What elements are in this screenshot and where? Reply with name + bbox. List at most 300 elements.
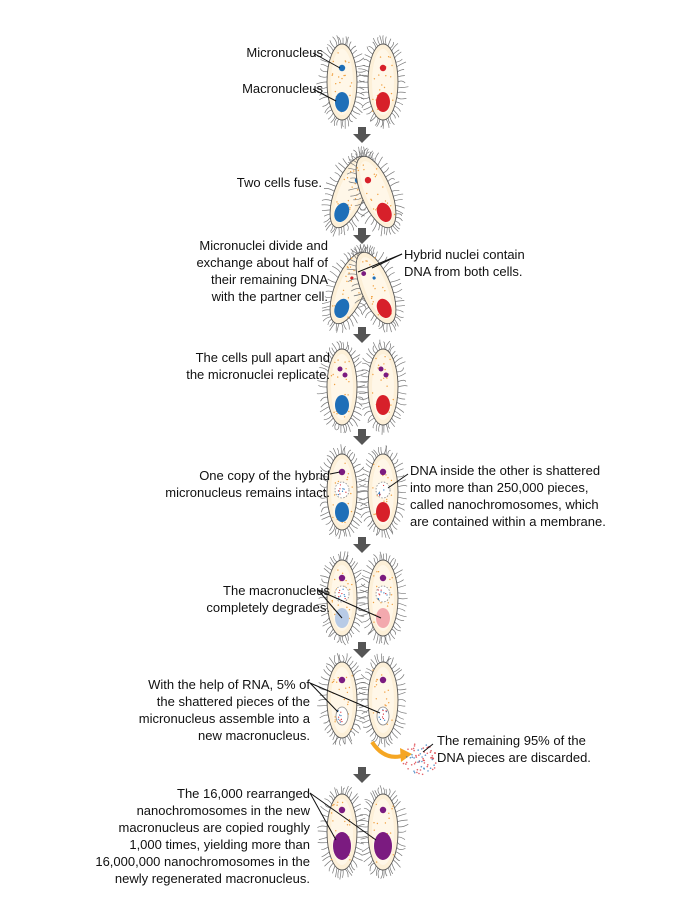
granule (347, 583, 348, 584)
granule (373, 514, 374, 515)
granule (390, 587, 391, 588)
granule (347, 704, 348, 705)
dna-piece (340, 484, 341, 485)
dna-piece (411, 764, 413, 766)
dna-piece (378, 599, 379, 600)
dna-piece (340, 595, 341, 596)
dna-piece (427, 770, 429, 772)
dna-piece (338, 494, 339, 495)
granule (376, 586, 377, 587)
dna-piece (410, 757, 412, 759)
granule (385, 474, 386, 475)
dna-piece (423, 747, 425, 749)
granule (372, 487, 373, 488)
dna-piece (406, 762, 408, 764)
dna-piece (384, 720, 385, 721)
granule (383, 501, 384, 502)
micronucleus (339, 807, 345, 813)
granule (372, 110, 373, 111)
dna-piece (414, 745, 416, 747)
granule (351, 511, 352, 512)
macronucleus (376, 502, 390, 522)
down-arrow-icon (353, 327, 371, 343)
dna-piece (385, 593, 386, 594)
micronucleus (339, 575, 345, 581)
dna-piece (339, 720, 340, 721)
cell (358, 35, 408, 128)
dna-piece (418, 773, 420, 775)
dna-piece (338, 490, 339, 491)
granule (344, 463, 345, 464)
dna-piece (432, 769, 434, 771)
granule (334, 579, 335, 580)
granule (374, 686, 375, 687)
micronucleus (380, 469, 386, 475)
granule (339, 689, 340, 690)
granule (334, 362, 335, 363)
dna-piece (340, 712, 341, 713)
granule (389, 359, 390, 360)
granule (383, 378, 384, 379)
granule (332, 517, 333, 518)
dna-piece (416, 756, 418, 758)
dna-piece (430, 750, 432, 752)
granule (349, 859, 350, 860)
granule (389, 579, 390, 580)
label-degrades: The macronucleus completely degrades. (206, 583, 330, 615)
dna-piece (343, 589, 344, 590)
granule (344, 699, 345, 700)
granule (332, 805, 333, 806)
label-macronucleus: Macronucleus (242, 81, 323, 96)
dna-piece (344, 489, 345, 490)
dna-piece (338, 596, 339, 597)
granule (335, 830, 336, 831)
granule (377, 679, 378, 680)
dna-piece (421, 756, 423, 758)
granule (380, 379, 381, 380)
granule (345, 580, 346, 581)
granule (351, 584, 352, 585)
granule (333, 679, 334, 680)
granule (349, 95, 350, 96)
granule (332, 75, 333, 76)
granule (333, 374, 334, 375)
granule (348, 62, 349, 63)
granule (387, 605, 388, 606)
dna-piece (339, 590, 340, 591)
down-arrow-icon (353, 537, 371, 553)
granule (334, 721, 335, 722)
granule (352, 486, 353, 487)
dna-piece (412, 756, 414, 758)
granule (380, 56, 381, 57)
dna-piece (432, 757, 434, 759)
granule (332, 73, 333, 74)
granule (373, 464, 374, 465)
granule (335, 83, 336, 84)
granule (334, 614, 335, 615)
granule (376, 861, 377, 862)
cell (358, 340, 408, 435)
micronucleus (338, 367, 343, 372)
granule (376, 571, 377, 572)
granule (348, 361, 349, 362)
dna-piece (381, 589, 382, 590)
granule (346, 677, 347, 678)
dna-piece (383, 485, 384, 486)
granule (387, 477, 388, 478)
dna-piece (383, 489, 384, 490)
granule (387, 724, 388, 725)
dna-piece (432, 755, 434, 757)
granule (333, 61, 334, 62)
granule (372, 669, 373, 670)
granule (350, 86, 351, 87)
dna-piece (427, 766, 429, 768)
granule (342, 802, 343, 803)
granule (349, 824, 350, 825)
macronucleus (376, 395, 390, 415)
micronucleus (380, 807, 386, 813)
granule (373, 822, 374, 823)
granule (393, 854, 394, 855)
granule (346, 479, 347, 480)
granule (333, 412, 334, 413)
dna-piece (413, 757, 415, 759)
dna-piece (426, 744, 428, 746)
macronucleus (335, 502, 349, 522)
micronucleus (380, 65, 386, 71)
granule (392, 806, 393, 807)
dna-piece (416, 772, 418, 774)
dna-piece (340, 715, 341, 716)
dna-piece (380, 719, 381, 720)
granule (334, 494, 335, 495)
granule (350, 493, 351, 494)
label-discarded: The remaining 95% of the DNA pieces are discarded. (437, 733, 591, 765)
cell (359, 654, 407, 748)
dna-piece (338, 592, 339, 593)
granule (386, 698, 387, 699)
dna-piece (403, 763, 405, 765)
granule (385, 822, 386, 823)
granule (377, 823, 378, 824)
macronucleus (333, 832, 351, 860)
granule (337, 802, 338, 803)
dna-piece (341, 593, 342, 594)
granule (337, 376, 338, 377)
granule (391, 65, 392, 66)
granule (393, 399, 394, 400)
granule (332, 600, 333, 601)
granule (374, 830, 375, 831)
granule (351, 82, 352, 83)
granule (391, 495, 392, 496)
granule (348, 381, 349, 382)
dna-piece (424, 762, 426, 764)
cell (358, 552, 408, 645)
label-copied: The 16,000 rearranged nanochromosomes in the new macronucleus are copied roughly 1,000 times, yielding more than 16,000,000 nanochromosomes in the newly regenerated macronucleus. (95, 786, 310, 886)
dna-piece (432, 759, 434, 761)
nanochromosome-membrane (335, 482, 349, 498)
granule (392, 604, 393, 605)
granule (346, 379, 347, 380)
dna-piece (425, 754, 427, 756)
dna-piece (415, 762, 417, 764)
granule (331, 859, 332, 860)
granule (337, 52, 338, 53)
dna-piece (415, 755, 417, 757)
dna-piece (407, 768, 409, 770)
granule (373, 575, 374, 576)
granule (347, 692, 348, 693)
granule (388, 813, 389, 814)
granule (373, 602, 374, 603)
granule (335, 719, 336, 720)
label-micronucleus: Micronucleus (246, 45, 323, 60)
granule (345, 368, 346, 369)
macronucleus (335, 92, 349, 112)
granule (331, 812, 332, 813)
granule (338, 677, 339, 678)
dna-piece (433, 764, 435, 766)
dna-piece (418, 754, 420, 756)
granule (338, 76, 339, 77)
granule (378, 571, 379, 572)
granule (385, 705, 386, 706)
dna-piece (420, 753, 422, 755)
dna-piece (338, 717, 339, 718)
dna-piece (383, 718, 384, 719)
granule (384, 356, 385, 357)
label-hybrid: Hybrid nuclei contain DNA from both cells. (404, 247, 525, 279)
cell (317, 653, 367, 746)
dna-piece (413, 770, 415, 772)
dna-piece (430, 767, 432, 769)
dna-piece (407, 748, 409, 750)
macronucleus (335, 395, 349, 415)
dna-piece (379, 492, 380, 493)
granule (338, 481, 339, 482)
cell (316, 35, 367, 128)
dna-piece (382, 716, 383, 717)
granule (346, 607, 347, 608)
granule (336, 413, 337, 414)
down-arrow-icon (353, 429, 371, 445)
dna-piece (420, 769, 422, 771)
micronucleus (384, 373, 389, 378)
granule (391, 720, 392, 721)
dna-piece (427, 753, 429, 755)
dna-piece (341, 719, 342, 720)
dna-piece (338, 719, 339, 720)
granule (376, 698, 377, 699)
granule (337, 359, 338, 360)
granule (386, 377, 387, 378)
granule (342, 573, 343, 574)
macronucleus (376, 608, 390, 628)
granule (392, 100, 393, 101)
granule (347, 824, 348, 825)
dna-piece (379, 495, 380, 496)
dna-piece (378, 589, 379, 590)
granule (390, 76, 391, 77)
granule (390, 57, 391, 58)
discard-arrowhead-icon (400, 748, 412, 762)
granule (384, 369, 385, 370)
granule (343, 75, 344, 76)
dna-piece (382, 710, 383, 711)
micronucleus (380, 575, 386, 581)
dna-piece (414, 743, 416, 745)
granule (349, 687, 350, 688)
granule (341, 78, 342, 79)
granule (337, 569, 338, 570)
granule (392, 577, 393, 578)
dna-piece (342, 488, 343, 489)
dna-piece (411, 754, 413, 756)
granule (349, 609, 350, 610)
dna-piece (413, 748, 415, 750)
dna-piece (423, 768, 425, 770)
down-arrow-icon (353, 767, 371, 783)
dna-piece (344, 594, 345, 595)
granule (376, 681, 377, 682)
granule (381, 674, 382, 675)
granule (375, 358, 376, 359)
granule (391, 594, 392, 595)
granule (352, 675, 353, 676)
granule (344, 416, 345, 417)
granule (331, 375, 332, 376)
granule (390, 404, 391, 405)
granule (388, 690, 389, 691)
granule (384, 87, 385, 88)
granule (391, 480, 392, 481)
granule (349, 589, 350, 590)
dna-piece (339, 493, 340, 494)
granule (338, 604, 339, 605)
dna-piece (414, 763, 416, 765)
dna-piece (383, 714, 384, 715)
dna-piece (421, 748, 423, 750)
macronucleus (376, 92, 390, 112)
label-pull-apart: The cells pull apart and the micronuclei replicate. (186, 350, 330, 382)
label-one-copy: One copy of the hybrid micronucleus remains intact. (165, 468, 330, 500)
granule (372, 392, 373, 393)
dna-piece (339, 714, 340, 715)
granule (372, 374, 373, 375)
granule (388, 602, 389, 603)
granule (386, 501, 387, 502)
dna-piece (424, 760, 426, 762)
dna-piece (434, 767, 436, 769)
granule (388, 702, 389, 703)
granule (391, 808, 392, 809)
micronucleus (343, 373, 348, 378)
granule (388, 818, 389, 819)
granule (378, 365, 379, 366)
granule (348, 701, 349, 702)
granule (334, 716, 335, 717)
dna-piece (345, 492, 346, 493)
down-arrow-icon (353, 642, 371, 658)
dna-piece (380, 591, 381, 592)
dna-piece (385, 710, 386, 711)
granule (334, 384, 335, 385)
dna-piece (386, 594, 387, 595)
granule (386, 499, 387, 500)
dna-piece (417, 749, 419, 751)
discarded-dna-cloud (403, 743, 437, 775)
dna-piece (379, 594, 380, 595)
label-shattered: DNA inside the other is shattered into more than 250,000 pieces, called nanochromosomes, which are contained within a membrane. (410, 463, 606, 529)
granule (379, 89, 380, 90)
label-divide: Micronuclei divide and exchange about half of their remaining DNA with the partner cell. (196, 238, 328, 304)
micronucleus (380, 677, 386, 683)
granule (388, 56, 389, 57)
cell (317, 786, 367, 880)
granule (391, 93, 392, 94)
dna-piece (422, 758, 424, 760)
dna-piece (379, 717, 380, 718)
granule (376, 804, 377, 805)
dna-piece (413, 750, 415, 752)
granule (339, 82, 340, 83)
dna-piece (434, 752, 436, 754)
dna-piece (427, 764, 429, 766)
granule (348, 473, 349, 474)
label-fuse: Two cells fuse. (236, 175, 322, 190)
granule (389, 412, 390, 413)
dna-piece (342, 491, 343, 492)
down-arrow-icon (353, 127, 371, 143)
granule (378, 466, 379, 467)
dna-piece (414, 772, 416, 774)
granule (347, 477, 348, 478)
granule (350, 729, 351, 730)
granule (336, 805, 337, 806)
granule (344, 394, 345, 395)
granule (378, 74, 379, 75)
granule (345, 688, 346, 689)
granule (336, 682, 337, 683)
dna-piece (340, 721, 341, 722)
granule (335, 91, 336, 92)
cell (358, 445, 408, 539)
granule (344, 821, 345, 822)
dna-piece (430, 751, 432, 753)
granule (373, 712, 374, 713)
dna-piece (419, 760, 421, 762)
dna-piece (344, 596, 345, 597)
granule (385, 75, 386, 76)
granule (332, 820, 333, 821)
granule (381, 84, 382, 85)
down-arrow-icon (353, 228, 371, 244)
dna-piece (421, 766, 423, 768)
macronucleus (374, 832, 392, 860)
dna-piece (421, 761, 423, 763)
granule (390, 832, 391, 833)
granule (375, 513, 376, 514)
granule (384, 691, 385, 692)
granule (335, 482, 336, 483)
micronucleus (379, 367, 384, 372)
granule (383, 363, 384, 364)
granule (333, 504, 334, 505)
